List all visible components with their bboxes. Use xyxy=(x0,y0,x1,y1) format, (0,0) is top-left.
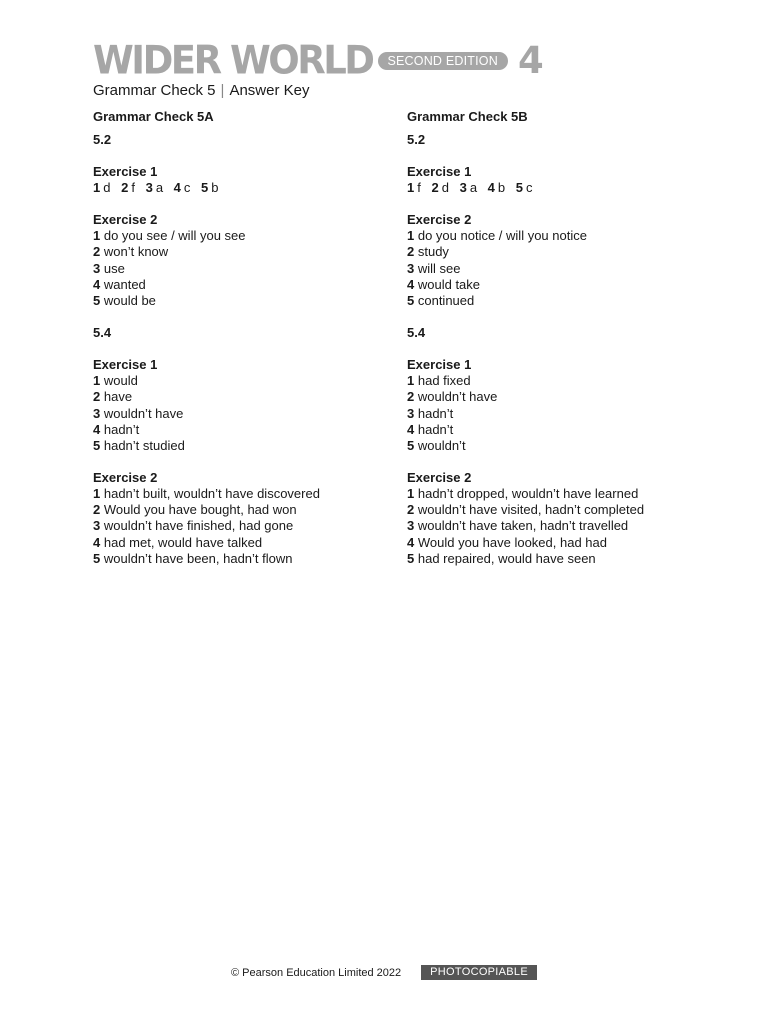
answer-row: 5 wouldn’t have been, hadn’t flown xyxy=(93,550,293,566)
answer-row: 4 wanted xyxy=(93,276,146,292)
answer-list-inline xyxy=(407,180,737,196)
answer-row: 1 hadn’t dropped, wouldn’t have learned xyxy=(407,486,639,502)
exercise-title: Exercise 1 xyxy=(407,357,472,373)
level-number: 4 xyxy=(517,38,544,82)
answer-item: 3 a xyxy=(145,180,164,195)
answer-row: 5 wouldn’t xyxy=(407,437,466,453)
answer-row: 2 Would you have bought, had won xyxy=(93,502,297,518)
answer-item: 5 b xyxy=(201,180,219,195)
answer-row: 2 won’t know xyxy=(93,244,169,260)
subtitle-title: Grammar Check 5 xyxy=(93,82,216,99)
column-5b xyxy=(407,109,737,567)
answer-row: 1 would xyxy=(93,373,138,389)
answer-row: 4 would take xyxy=(407,276,481,292)
answer-row: 3 wouldn’t have taken, hadn’t travelled xyxy=(407,518,629,534)
answer-item: 1 f xyxy=(407,180,421,195)
answer-row: 3 hadn’t xyxy=(407,405,454,421)
exercise-title: Exercise 1 xyxy=(93,164,158,179)
answer-row: 2 have xyxy=(93,389,133,405)
answer-row: 3 will see xyxy=(407,260,461,276)
column-title: Grammar Check 5B xyxy=(407,109,528,124)
page-footer xyxy=(0,965,768,980)
section-label: 5.2 xyxy=(93,132,112,147)
page-subtitle xyxy=(93,82,309,99)
answer-item: 3 a xyxy=(459,180,478,195)
answer-item: 1 d xyxy=(93,180,111,195)
answer-row: 5 continued xyxy=(407,292,475,308)
column-title: Grammar Check 5A xyxy=(93,109,214,124)
section-label: 5.4 xyxy=(93,325,112,341)
answer-row: 4 had met, would have talked xyxy=(93,534,263,550)
answer-row: 4 hadn’t xyxy=(93,421,140,437)
answer-row: 3 use xyxy=(93,260,125,276)
answer-row: 2 wouldn’t have xyxy=(407,389,498,405)
answer-list-inline xyxy=(93,180,423,196)
answer-row: 3 wouldn’t have finished, had gone xyxy=(93,518,294,534)
exercise-title: Exercise 2 xyxy=(407,470,472,486)
subtitle-answer-key: Answer Key xyxy=(229,82,310,99)
photocopiable-badge: PHOTOCOPIABLE xyxy=(421,965,537,980)
answer-row: 1 hadn’t built, wouldn’t have discovered xyxy=(93,486,320,502)
answer-item: 5 c xyxy=(515,180,533,195)
answer-row: 5 had repaired, would have seen xyxy=(407,550,596,566)
column-5a xyxy=(93,109,423,567)
answer-row: 1 do you see / will you see xyxy=(93,228,246,244)
answer-row: 5 would be xyxy=(93,292,156,308)
exercise-title: Exercise 2 xyxy=(93,470,158,486)
answer-row: 2 study xyxy=(407,244,449,260)
copyright-notice: © Pearson Education Limited 2022 xyxy=(231,966,402,979)
exercise-title: Exercise 1 xyxy=(407,164,472,179)
answer-row: 2 wouldn’t have visited, hadn’t completed xyxy=(407,502,645,518)
exercise-title: Exercise 2 xyxy=(93,212,158,228)
brand-name: WIDER WORLD xyxy=(93,37,373,83)
answer-row: 4 hadn’t xyxy=(407,421,454,437)
exercise-title: Exercise 1 xyxy=(93,357,158,373)
subtitle-separator: | xyxy=(220,82,225,99)
answer-item: 2 d xyxy=(431,180,449,195)
exercise-title: Exercise 2 xyxy=(407,212,472,228)
answer-row: 1 had fixed xyxy=(407,373,471,389)
edition-badge: SECOND EDITION xyxy=(378,52,507,70)
answer-row: 4 Would you have looked, had had xyxy=(407,534,607,550)
section-label: 5.4 xyxy=(407,325,426,341)
answer-row: 5 hadn’t studied xyxy=(93,437,185,453)
section-label: 5.2 xyxy=(407,132,426,147)
answer-row: 3 wouldn’t have xyxy=(93,405,184,421)
answer-item: 4 b xyxy=(487,180,506,195)
answer-item: 4 c xyxy=(173,180,191,195)
brand-logo xyxy=(93,38,544,82)
answer-row: 1 do you notice / will you notice xyxy=(407,228,587,244)
answer-item: 2 f xyxy=(121,180,135,195)
